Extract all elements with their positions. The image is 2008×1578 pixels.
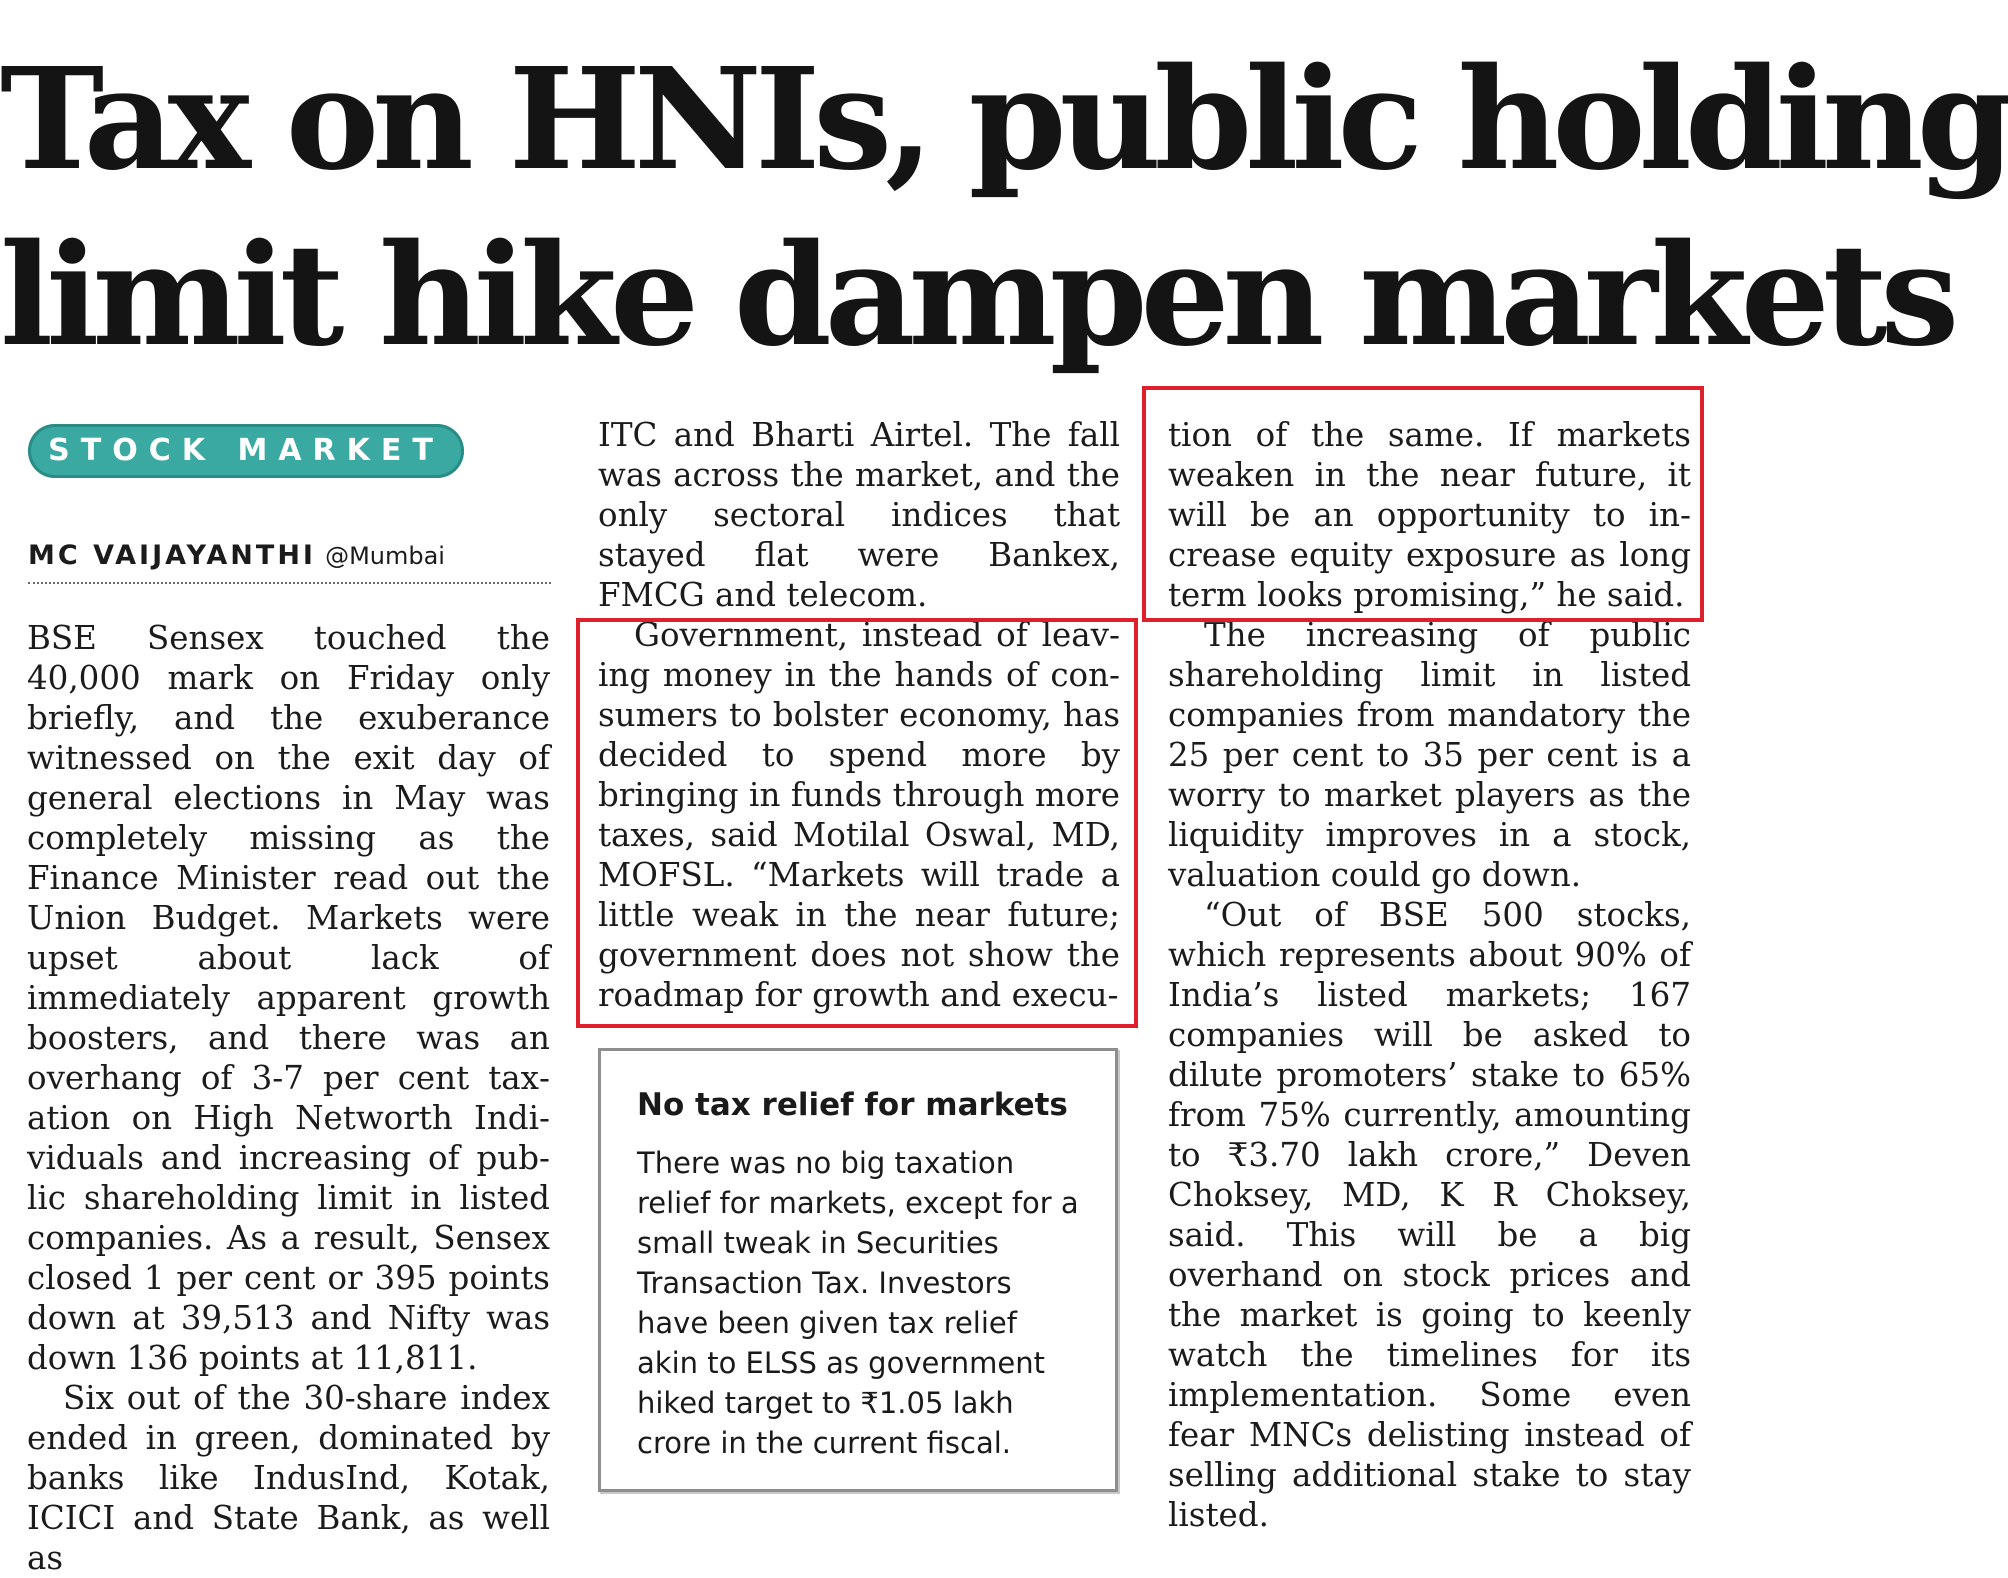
article-paragraph-3-part-2: tion of the same. If markets weaken in the near future, it will be an opportunity to increase equity exposure as long term looks promising,” he said. <box>1168 416 1691 614</box>
byline-location: @Mumbai <box>325 542 445 570</box>
article-paragraph-1: BSE Sensex touched the 40,000 mark on Friday only briefly, and the exuberance witnessed on the exit day of general elections in May was completely missing as the Finance Minister read out the Union Budget. Markets were upset about lack of immediately apparent growth boosters, and there was an overhang of 3-7 per cent taxation on High Networth Individuals and increasing of public shareholding limit in listed companies. As a result, Sensex closed 1 per cent or 395 points down at 39,513 and Nifty was down 136 points at 11,811. <box>27 619 550 1377</box>
article-paragraph-3-part-1: Government, instead of leaving money in the hands of consumers to bolster economy, has decided to spend more by bringing in funds through more taxes, said Motilal Oswal, MD, MOFSL. “Markets will trade a little weak in the near future; government does not show the roadmap for growth and execu- <box>598 616 1120 1014</box>
highlight-box-quote-end <box>1142 386 1704 622</box>
byline-divider <box>28 582 551 584</box>
headline <box>0 38 2008 378</box>
highlight-box-quote-start <box>576 618 1138 1028</box>
sidebar-box <box>598 1048 1118 1492</box>
article-paragraph-4: The increasing of public shareholding limit in listed companies from mandatory the 25 per cent to 35 per cent is a worry to market players as the liquidity improves in a stock, valuation could go down. <box>1168 616 1691 894</box>
article-paragraph-2-part-2: ITC and Bharti Airtel. The fall was across the market, and the only sectoral indices that stayed flat were Bankex, FMCG and telecom. <box>598 416 1120 614</box>
sidebar-box-body: There was no big taxation relief for markets, except for a small tweak in Securities Transaction Tax. Investors have been given tax relief akin to ELSS as government hiked target to ₹1.05 lakh crore in the current fiscal. <box>637 1146 1079 1460</box>
byline-author: MC VAIJAYANTHI <box>28 540 316 571</box>
section-tag-label: STOCK MARKET <box>48 433 444 468</box>
article-column-1 <box>27 618 550 1578</box>
sidebar-box-title: No tax relief for markets <box>637 1087 1068 1123</box>
headline-line-2: limit hike dampen markets <box>0 214 1953 378</box>
byline <box>28 540 551 571</box>
article-paragraph-5: “Out of BSE 500 stocks, which represents about 90% of India’s listed markets; 167 companies will be asked to dilute promoters’ stake to 65% from 75% currently, amounting to ₹3.70 lakh crore,” Deven Choksey, MD, K R Choksey, said. This will be a big overhand on stock prices and the market is going to keenly watch the timelines for its implementation. Some even fear MNCs delisting instead of selling additional stake to stay listed. <box>1168 896 1691 1534</box>
section-tag <box>28 424 464 478</box>
headline-line-1: Tax on HNIs, public holding <box>0 38 2008 202</box>
article-paragraph-2-part-1: Six out of the 30-share index ended in green, dominated by banks like IndusInd, Kotak, ICICI and State Bank, as well as <box>27 1379 550 1577</box>
